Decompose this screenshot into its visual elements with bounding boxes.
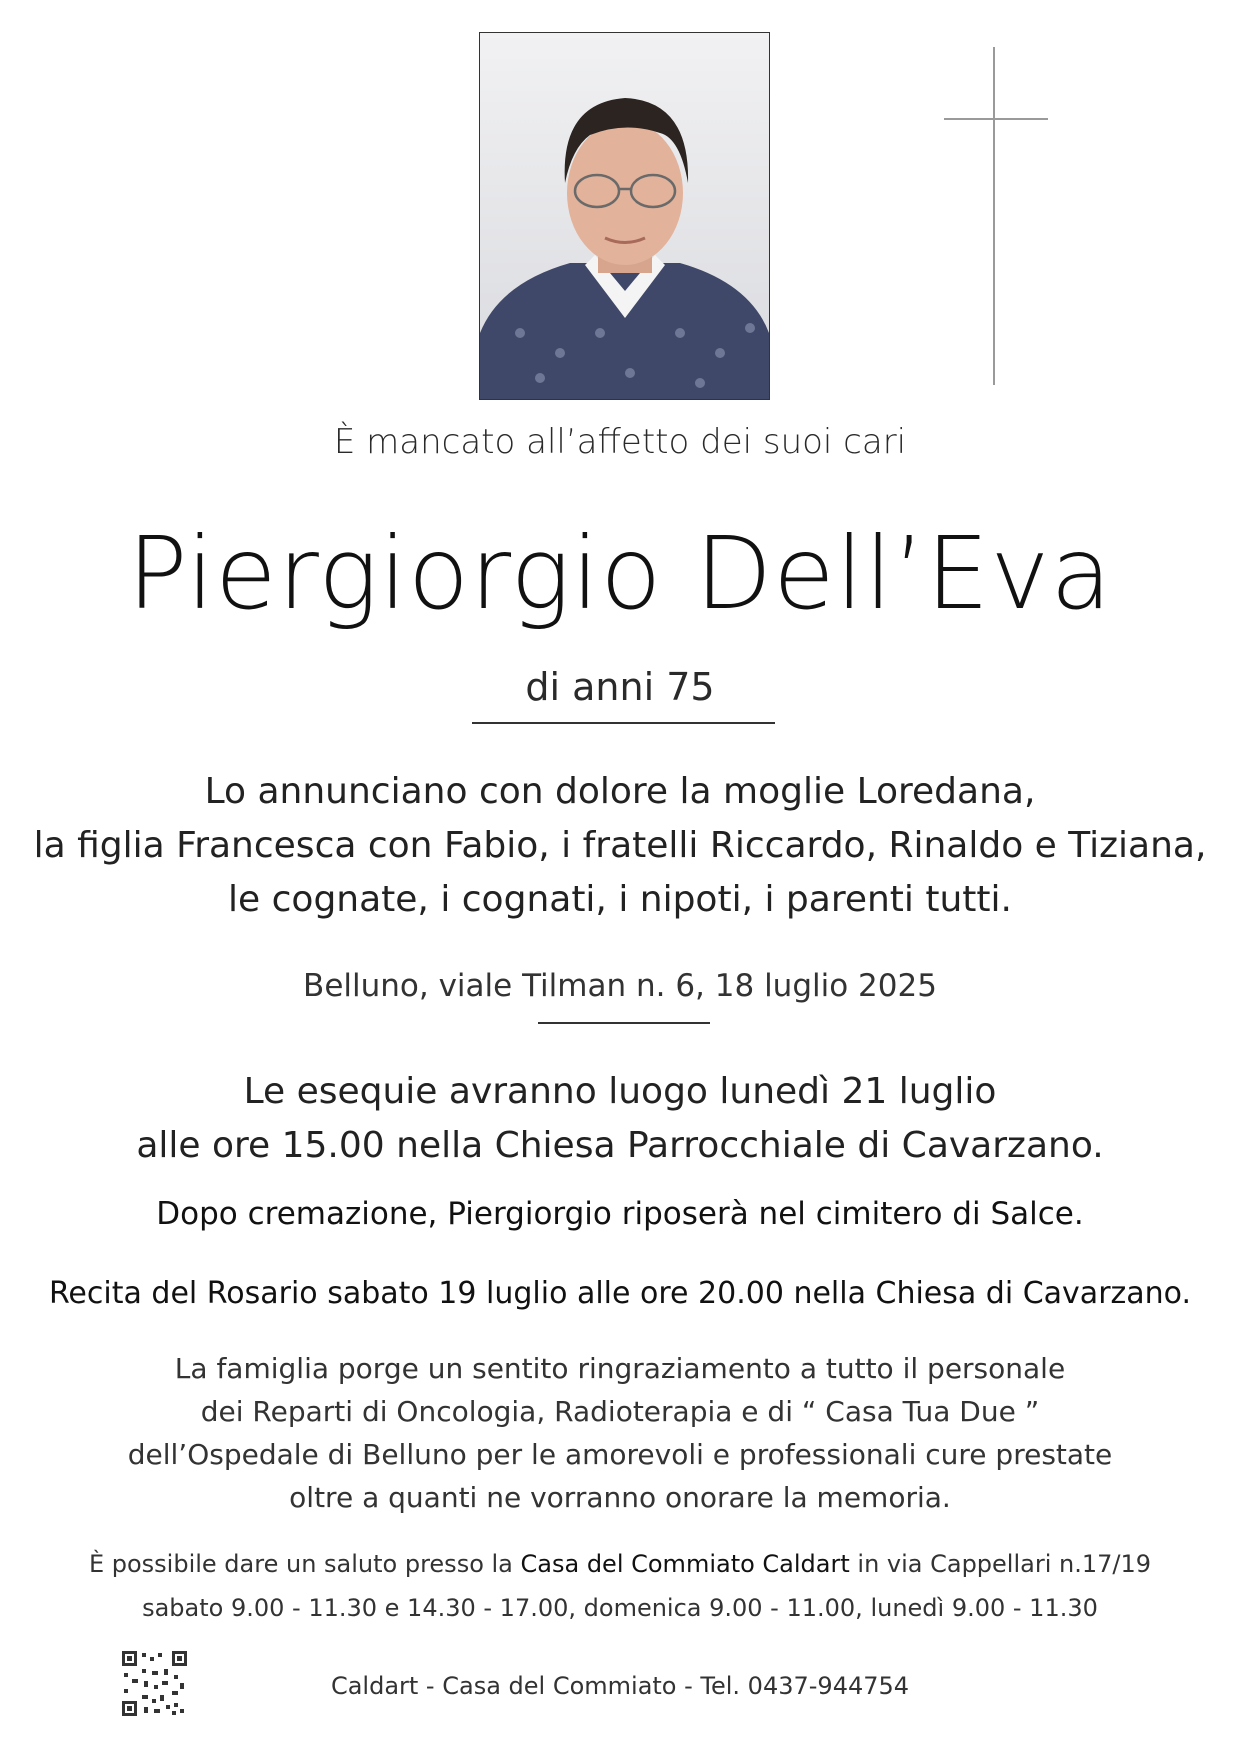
- thanks-line: oltre a quanti ne vorranno onorare la memoria.: [289, 1481, 951, 1514]
- intro-text: È mancato all’affetto dei suoi cari: [333, 422, 907, 462]
- portrait-photo: [479, 32, 770, 400]
- footer-contact: Caldart - Casa del Commiato - Tel. 0437-944754: [330, 1672, 910, 1700]
- thanks-line: La famiglia porge un sentito ringraziamento a tutto il personale: [174, 1352, 1066, 1385]
- visitation-venue: Casa del Commiato Caldart: [520, 1550, 850, 1578]
- cross-horizontal-bar: [944, 118, 1048, 120]
- visitation-line: [0, 1542, 1240, 1586]
- thanks-message: [0, 1347, 1240, 1519]
- visitation-suffix: in via Cappellari n.17/19: [849, 1550, 1152, 1578]
- divider-line: [472, 722, 775, 724]
- funeral-line: alle ore 15.00 nella Chiesa Parrocchiale di Cavarzano.: [136, 1125, 1104, 1166]
- visitation-info: [0, 1542, 1240, 1630]
- funeral-details: [0, 1065, 1240, 1173]
- rosary-note: Recita del Rosario sabato 19 luglio alle ore 20.00 nella Chiesa di Cavarzano.: [48, 1276, 1192, 1311]
- age-text: di anni 75: [525, 665, 715, 709]
- announcement: [0, 765, 1240, 927]
- announcement-line: la figlia Francesca con Fabio, i fratelli Riccardo, Rinaldo e Tiziana,: [33, 825, 1207, 866]
- place-date: Belluno, viale Tilman n. 6, 18 luglio 2025: [303, 968, 937, 1004]
- thanks-line: dei Reparti di Oncologia, Radioterapia e di “ Casa Tua Due ”: [200, 1395, 1040, 1428]
- visitation-hours: sabato 9.00 - 11.30 e 14.30 - 17.00, domenica 9.00 - 11.00, lunedì 9.00 - 11.30: [142, 1594, 1098, 1622]
- announcement-line: Lo annunciano con dolore la moglie Loredana,: [204, 771, 1036, 812]
- thanks-line: dell’Ospedale di Belluno per le amorevoli e professionali cure prestate: [127, 1438, 1113, 1471]
- portrait-illustration: [480, 33, 769, 399]
- funeral-line: Le esequie avranno luogo lunedì 21 luglio: [243, 1071, 997, 1112]
- visitation-prefix: È possibile dare un saluto presso la: [88, 1550, 521, 1578]
- deceased-name: Piergiorgio Dell’Eva: [127, 515, 1113, 632]
- cross-vertical-bar: [993, 47, 995, 385]
- divider-line: [538, 1022, 710, 1024]
- cremation-note: Dopo cremazione, Piergiorgio riposerà nel cimitero di Salce.: [156, 1196, 1084, 1232]
- announcement-line: le cognate, i cognati, i nipoti, i parenti tutti.: [228, 879, 1012, 920]
